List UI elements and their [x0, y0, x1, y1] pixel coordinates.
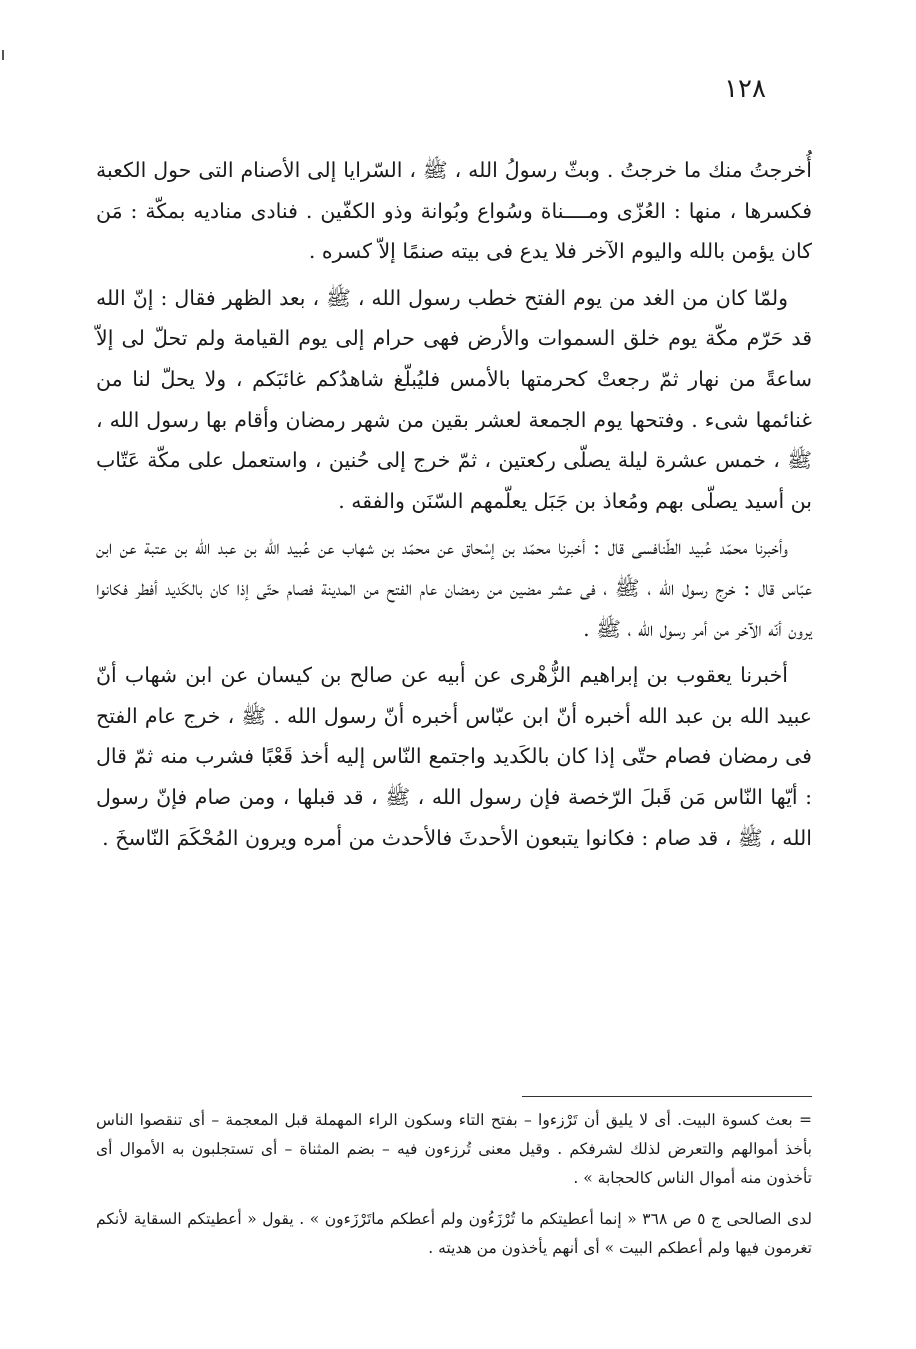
- footnote-separator: [522, 1096, 812, 1097]
- paragraph-3: وأخبرنا محمّد عُبيد الطّنافسى قال : أخبرنا محمّد بن إسْحاق عن محمّد بن شهاب عن عُبيد الله بن عبد الله بن عتبة عن ابن عبّاس قال : خرج رسول الله ، ﷺ ، فى عشر مضين من رمضان عام الفتح من المدينة فصام حتّى إذا كان بالكَديد أفطر فكانوا يرون أنّه الآخر من أمر رسول الله ، ﷺ .: [96, 535, 812, 641]
- paragraph-4: أخبرنا يعقوب بن إبراهيم الزُّهْرى عن أبيه عن صالح بن كيسان عن ابن شهاب أنّ عبيد الله بن عبد الله أخبره أنّ ابن عبّاس أخبره أنّ رسول الله . ﷺ ، خرج عام الفتح فى رمضان فصام حتّى إذا كان بالكَديد واجتمع النّاس إليه أخذ قَعْبًا فشرب منه ثمّ قال : أيّها النّاس مَن قَبلَ الرّخصة فإن رسول الله ، ﷺ ، قد قبلها ، ومن صام فإنّ رسول الله ، ﷺ ، قد صام : فكانوا يتبعون الأحدثَ فالأحدث من أمره ويرون المُحْكَمَ النّاسخَ .: [96, 663, 812, 850]
- paragraph-2: ولمّا كان من الغد من يوم الفتح خطب رسول الله ، ﷺ ، بعد الظهر فقال : إنّ الله قد حَرّم مكّة يوم خلق السموات والأرض فهى حرام إلى يوم القيامة ولم تحلّ لى إلاّ ساعةً من نهار ثمّ رجعتْ كحرمتها بالأمس فليُبلّغ شاهدُكم غائبَكم ، ولا يحلّ لنا من غنائمها شىء . وفتحها يوم الجمعة لعشر بقين من شهر رمضان وأقام بها رسول الله ، ﷺ ، خمس عشرة ليلة يصلّى ركعتين ، ثمّ خرج إلى حُنين ، واستعمل على مكّة عَتّاب بن أسيد يصلّى بهم ومُعاذ بن جَبَل يعلّمهم السّنَن والفقه .: [96, 285, 812, 513]
- paragraph-1: أُخرجتُ منك ما خرجتُ . وبثّ رسولُ الله ، ﷺ ، السّرايا إلى الأصنام التى حول الكعبة فكسرها ، منها : العُزّى ومــــناة وسُواع وبُوانة وذو الكفّين . فنادى مناديه بمكّة : مَن كان يؤمن بالله واليوم الآخر فلا يدع فى بيته صنمًا إلاّ كسره .: [96, 158, 812, 264]
- main-text: [96, 150, 812, 864]
- footnotes: [96, 1106, 812, 1275]
- footnote-2: لدى الصالحى ج ٥ ص ٣٦٨ « إنما أعطيتكم ما تُرْزَءُون ولم أعطكم ماتَرْزَءون » . يقول « أعطيتكم السقاية لأنكم تغرمون فيها ولم أعطكم البيت » أى أنهم يأخذون من هديته .: [96, 1210, 812, 1257]
- scan-edge-mark: [2, 50, 4, 60]
- page-number: ١٢٨: [724, 74, 766, 104]
- footnote-1: = بعث كسوة البيت. أى لا يليق أن تَرْزءوا – بفتح التاء وسكون الراء المهملة قبل المعجمة – أى تنقصوا الناس بأخذ أموالهم والتعرض لذلك لشرفكم . وقيل معنى تُرزءون فيه – بضم المثناة – أى تستجلبون به الأموال أى تأخذون منه أموال الناس كالحجابة » .: [96, 1111, 812, 1187]
